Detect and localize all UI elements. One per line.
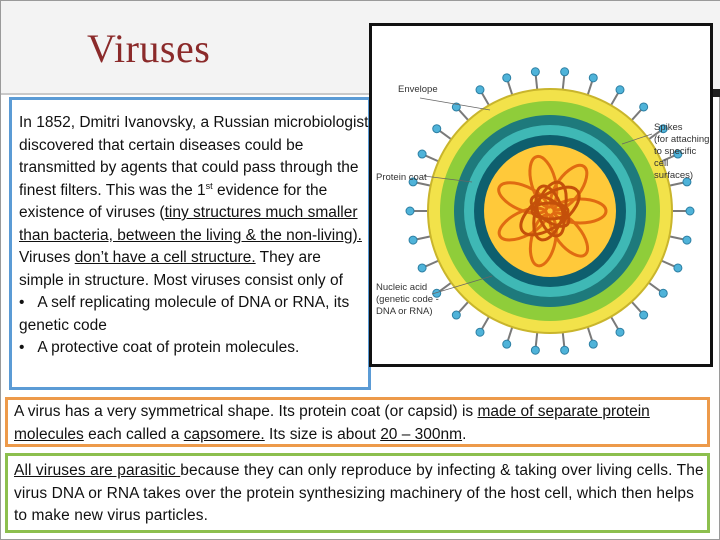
label-nucleic-acid [376,282,439,318]
label-line: Spikes [654,122,683,133]
structure-text [14,401,704,446]
label-line: (genetic code - [376,294,439,305]
label-spikes [654,122,710,182]
bullet-item-protein-coat [19,337,369,360]
structure-text-underlined: capsomere. [183,425,265,443]
intro-text [19,112,369,360]
parasitic-text-underlined: All viruses are parasitic [14,462,181,479]
structure-text-part: each called a [83,425,184,443]
bullet-text: A self replicating molecule of DNA or RNA, its genetic code [19,294,350,334]
bullet-text: A protective coat of protein molecules. [37,339,300,356]
intro-text-part: In 1852, Dmitri Ivanovsky, a Russian microbiologist discovered that certain diseases could be transmitted by agents that could pass through the finest filters. This was the 1 [19,114,369,199]
label-line: Nucleic acid [376,282,428,293]
superscript-st: st [205,180,213,191]
label-protein-coat: Protein coat [376,172,427,183]
structure-text-underlined: 20 – 300nm [380,425,463,443]
label-line: DNA or RNA) [376,306,433,317]
structure-text-part: Its size is about [264,425,381,443]
label-envelope: Envelope [398,84,438,95]
intro-text-underlined: tiny structures much smaller than bacteria, between the living & the non-living). [19,204,362,244]
parasitic-text [14,460,704,528]
label-line: surfaces) [654,170,694,181]
bullet-item-dna [19,292,369,337]
label-line: (for attaching [654,134,710,145]
slide-title: Viruses [87,26,211,71]
parasitic-text-part: because they can only reproduce by infecting & taking over living cells. The virus DNA or RNA takes over the protein synthesizing machinery of the host cell, which then helps to make new virus particles. [14,462,704,524]
bullet-icon: • [19,294,25,311]
intro-text-part: They are simple in structure. Most viruses consist only of [19,249,343,289]
virus-diagram [369,23,713,367]
label-line: to specific cell [654,146,697,169]
structure-text-part: . [462,425,467,443]
structure-text-part: A virus has a very symmetrical shape. Its protein coat (or capsid) is [14,403,478,420]
structure-text-underlined: made of separate protein molecules [14,403,650,443]
bullet-icon: • [19,339,25,356]
intro-text-underlined: don’t have a cell structure. [74,249,256,266]
intro-text-part: Viruses [19,249,75,266]
intro-text-part: evidence for the existence of viruses ( [19,181,328,221]
